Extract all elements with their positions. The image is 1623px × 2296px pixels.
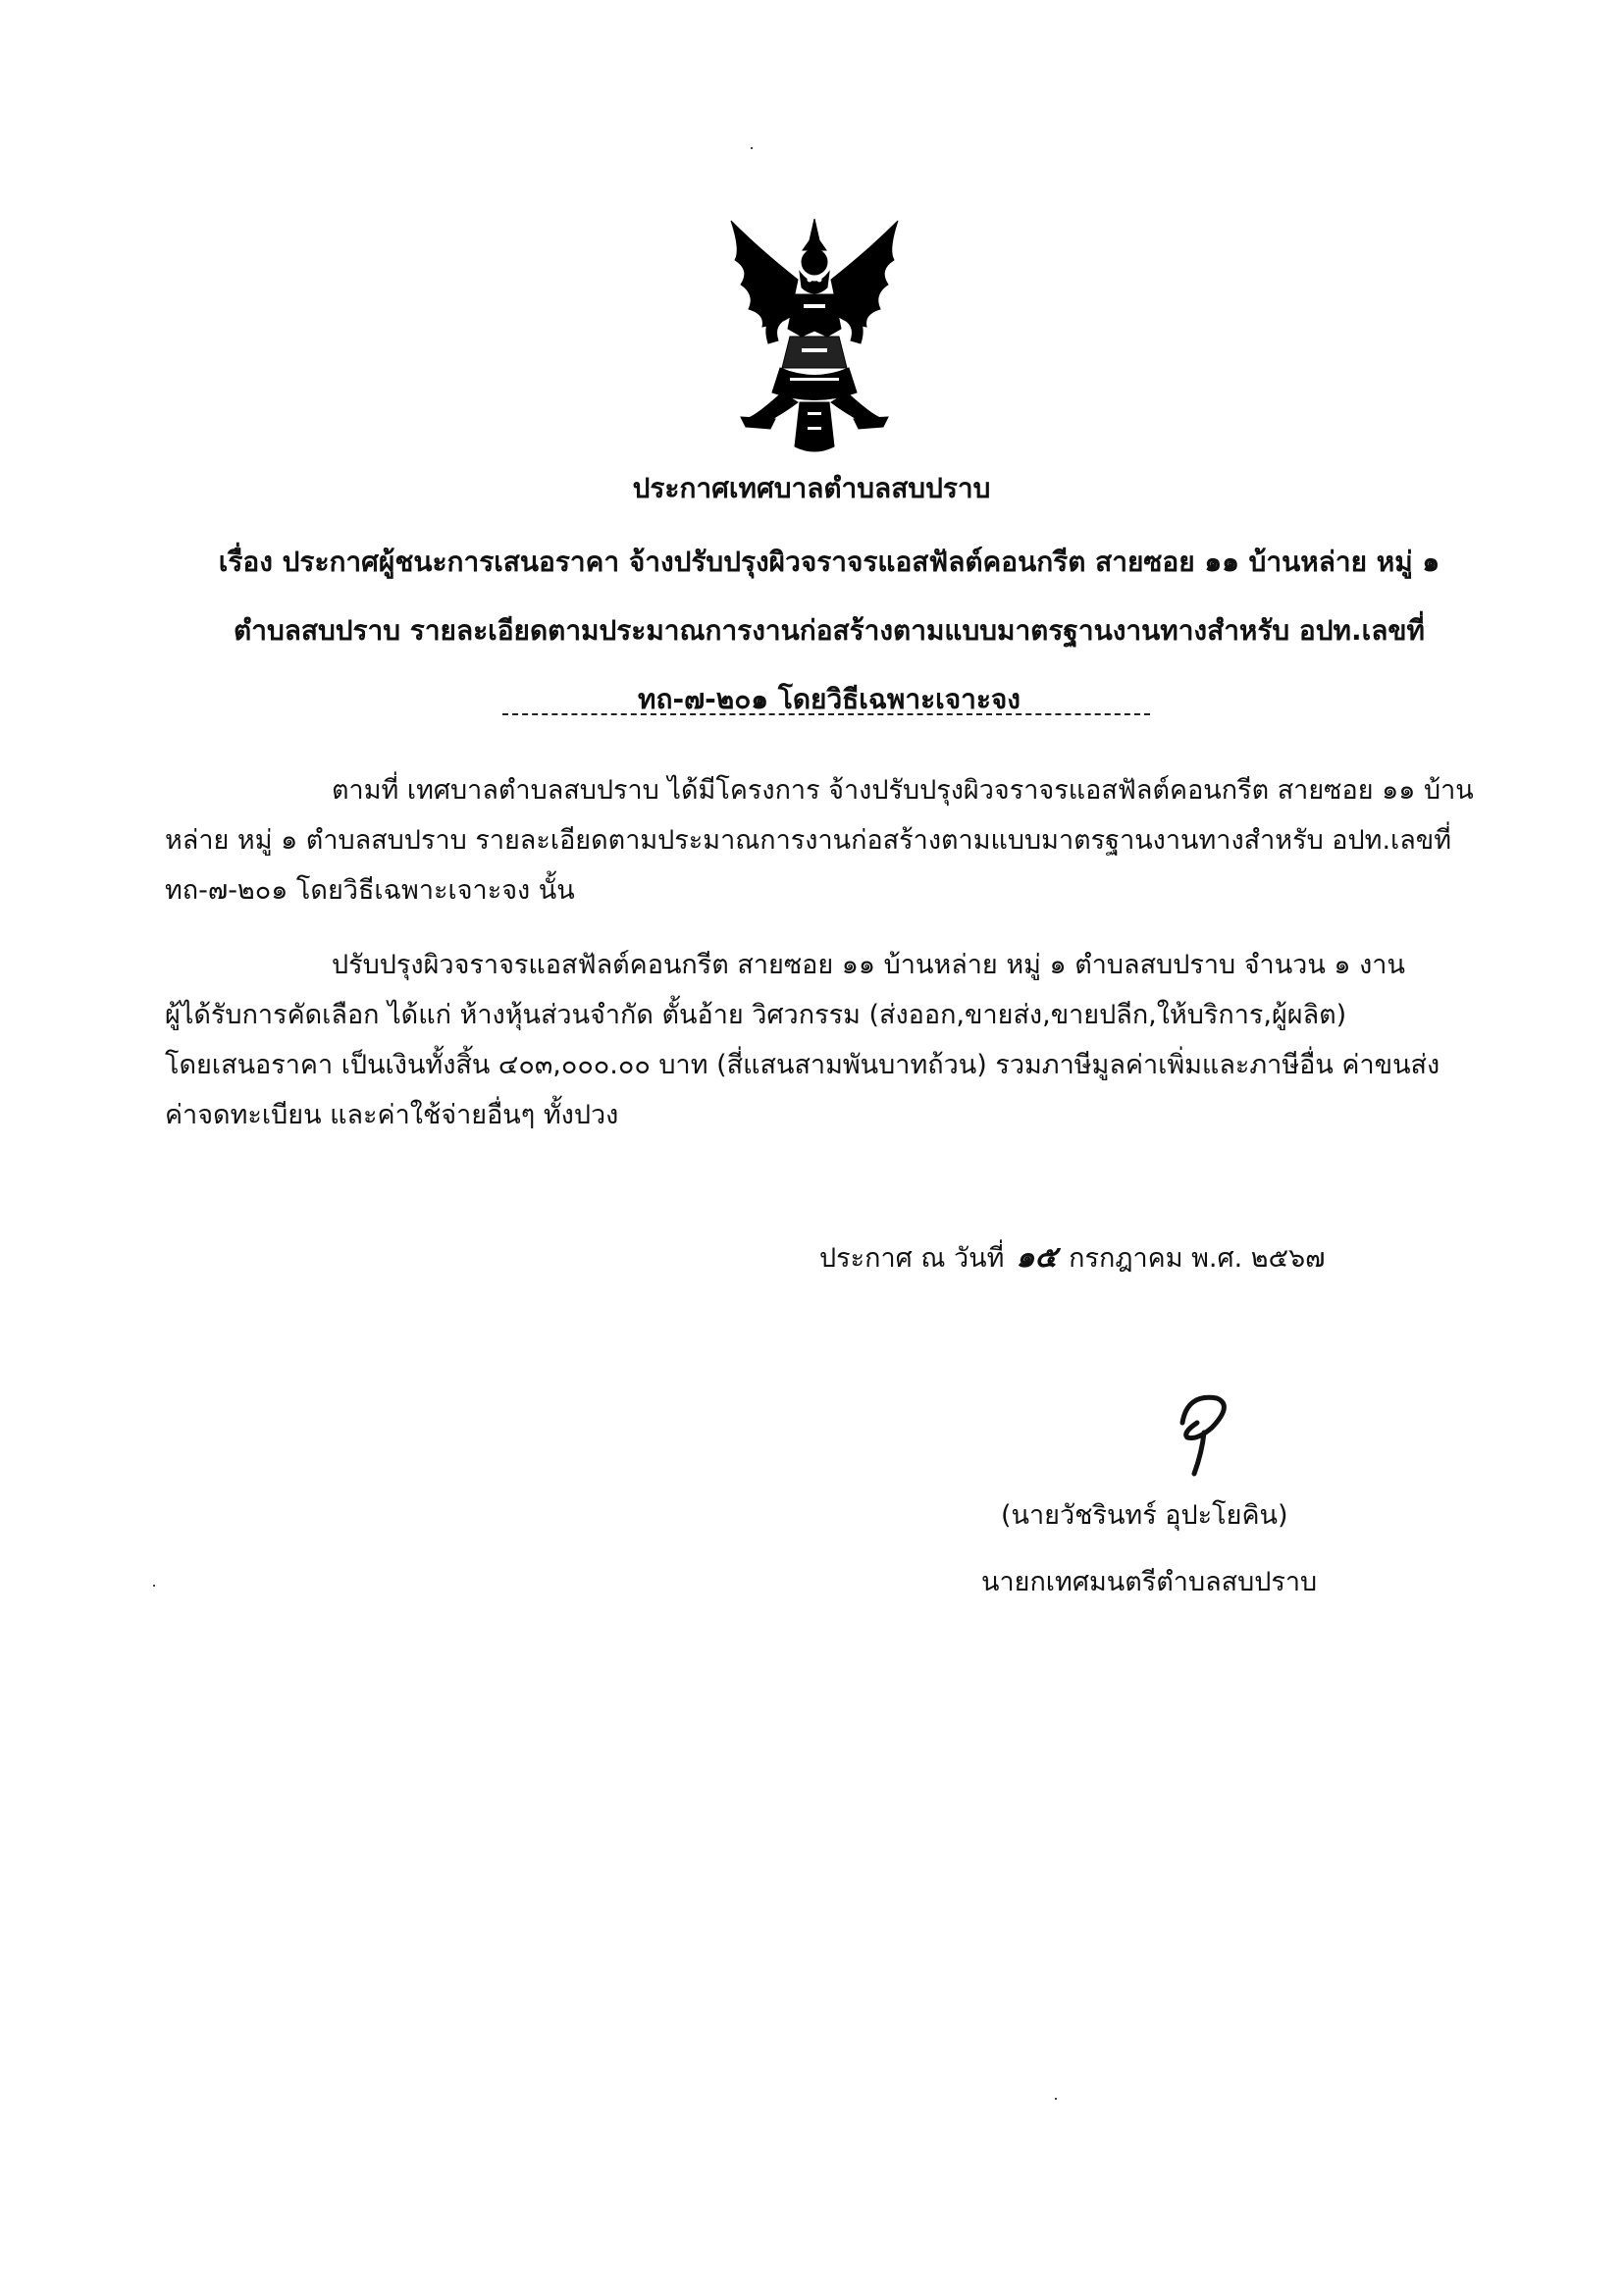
paragraph-line: ค่าจดทะเบียน และค่าใช้จ่ายอื่นๆ ทั้งปวง (165, 1100, 619, 1130)
announcement-title: ประกาศเทศบาลตำบลสบปราบ (632, 472, 991, 504)
garuda-emblem-icon (721, 211, 908, 456)
paragraph-line: โดยเสนอราคา เป็นเงินทั้งสิ้น ๔๐๓,๐๐๐.๐๐ บาท (สี่แสนสามพันบาทถ้วน) รวมภาษีมูลค่าเพิ่มและภาษีอื่น ค่าขนส่ง (165, 1050, 1440, 1080)
scan-speck (1055, 2098, 1057, 2100)
signature-icon (1143, 1383, 1261, 1491)
date-month-year: กรกฎาคม พ.ศ. ๒๕๖๗ (1069, 1243, 1326, 1274)
paragraph-line: ผู้ได้รับการคัดเลือก ได้แก่ ห้างหุ้นส่วนจำกัด ตั้นอ้าย วิศวกรรม (ส่งออก,ขายส่ง,ขายปลีก,ให้บริการ,ผู้ผลิต) (165, 1000, 1347, 1030)
date-prefix: ประกาศ ณ วันที่ (819, 1243, 1005, 1274)
subject-line: ทถ-๗-๒๐๑ โดยวิธีเฉพาะเจาะจง (638, 683, 1021, 715)
section-divider (502, 713, 1150, 715)
body-paragraph-2 (165, 940, 1480, 1140)
paragraph-line (165, 940, 1480, 990)
paragraph-text: ตามที่ เทศบาลตำบลสบปราบ ได้มีโครงการ จ้างปรับปรุงผิวจราจรแอสฟัลต์คอนกรีต สายซอย ๑๑ บ้านหล่าย หมู่ ๑ ตำบลสบปราบ รายละเอียดตามประมาณการงานก่อสร้างตามแบบมาตรฐานงานทางสำหรับ อปท.เลขที่ ทถ-๗-๒๐๑ โดยวิธีเฉพาะเจาะจง นั้น (165, 775, 1474, 906)
announcement-date (819, 1238, 1325, 1278)
body-paragraph-1 (165, 765, 1480, 915)
signer-position: นายกเทศมนตรีตำบลสบปราบ (981, 1567, 1318, 1597)
subject-line: ตำบลสบปราบ รายละเอียดตามประมาณการงานก่อสร้างตามแบบมาตรฐานงานทางสำหรับ อปท.เลขที่ (234, 614, 1425, 647)
subject-line: เรื่อง ประกาศผู้ชนะการเสนอราคา จ้างปรับปรุงผิวจราจรแอสฟัลต์คอนกรีต สายซอย ๑๑ บ้านหล่าย หมู่ ๑ (218, 546, 1440, 578)
scan-speck (751, 147, 753, 149)
announcement-subject (196, 528, 1462, 734)
signer-name: (นายวัชรินทร์ อุปะโยคิน) (1001, 1500, 1288, 1531)
paragraph-line-text: ปรับปรุงผิวจราจรแอสฟัลต์คอนกรีต สายซอย ๑๑ บ้านหล่าย หมู่ ๑ ตำบลสบปราบ จำนวน ๑ งาน (332, 950, 1405, 980)
date-day: ๑๕ (1016, 1240, 1058, 1275)
scan-speck (153, 1585, 155, 1587)
